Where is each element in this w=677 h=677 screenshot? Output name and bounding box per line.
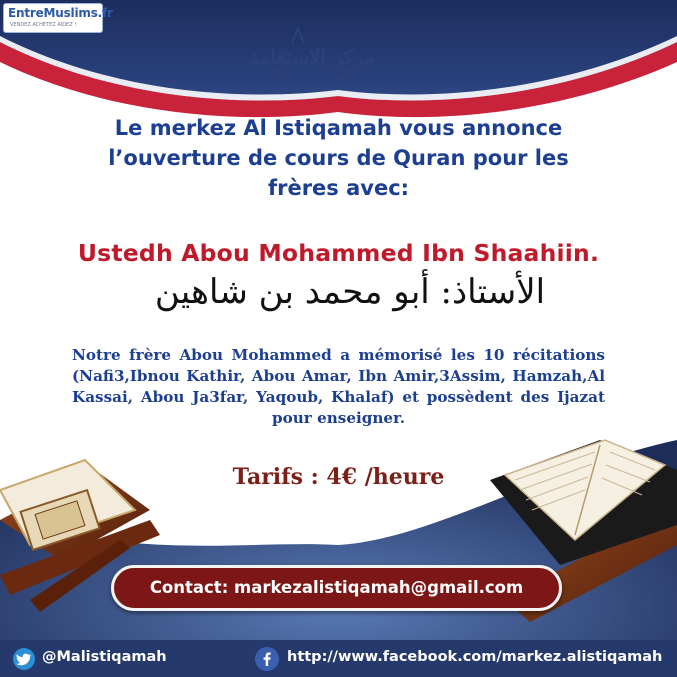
facebook-icon[interactable] — [255, 647, 279, 671]
contact-email[interactable]: Contact: markezalistiqamah@gmail.com — [149, 578, 524, 597]
pricing: Tarifs : 4€ /heure — [232, 464, 445, 490]
twitter-handle[interactable]: @Malistiqamah — [42, 649, 167, 665]
social-footer — [0, 640, 677, 677]
teacher-arabic-name: الأستاذ: أبو محمد بن شاهين — [154, 272, 546, 312]
announcement-headline — [60, 113, 617, 203]
site-watermark — [3, 3, 113, 33]
calligraphy-logo-icon — [248, 22, 376, 92]
contact-banner[interactable] — [111, 565, 562, 611]
logo-text: مركز الاستقامة — [248, 45, 376, 69]
teacher-description: Notre frère Abou Mohammed a mémorisé les 10 récitations (Nafi3,Ibnou Kathir, Abou Amar, Ibn Amir,3Assim, Hamzah,Al Kassai, Abou Ja3far, Yaqoub, Khalaf) et possèdent des Ijazat pour enseigner. — [72, 346, 605, 427]
watermark-brand: EntreMuslims.fr — [8, 6, 113, 20]
facebook-url[interactable]: http://www.facebook.com/markez.alistiqamah — [287, 649, 663, 665]
watermark-tagline: VENDEZ ACHETEZ AIDEZ ! — [10, 22, 77, 28]
twitter-icon[interactable] — [13, 648, 35, 670]
announcement-line-1: Le merkez Al Istiqamah vous annonce — [114, 116, 563, 140]
teacher-name: Ustedh Abou Mohammed Ibn Shaahiin. — [77, 239, 600, 267]
announcement-line-2: l’ouverture de cours de Quran pour les — [108, 146, 569, 170]
announcement-line-3: frères avec: — [267, 176, 410, 200]
